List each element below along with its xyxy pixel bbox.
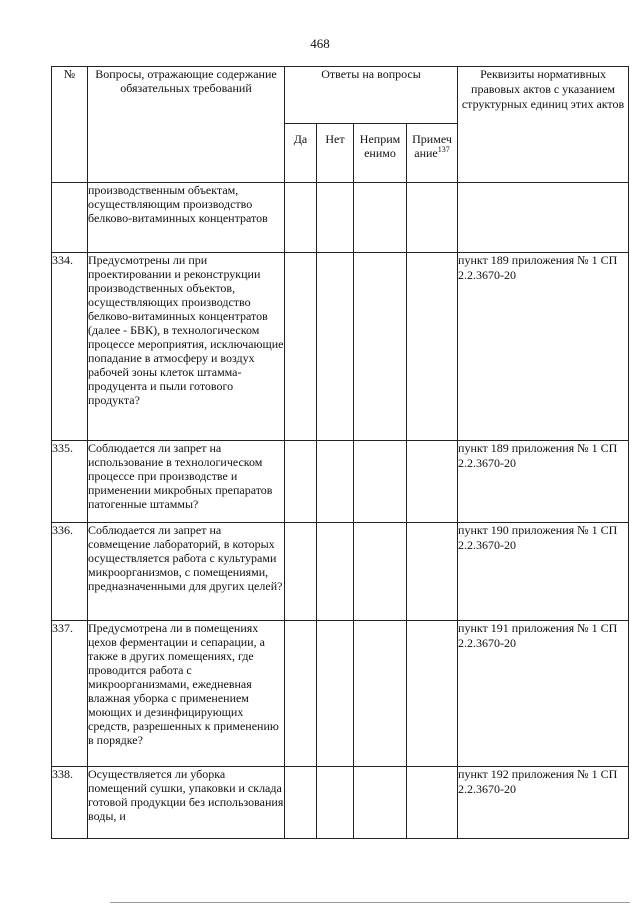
cell-question: Предусмотрены ли при проектировании и реконструкции производственных объектов, осуществляющих производство белково-витаминных концентратов (далее - БВК), в технологическом процессе мероприятия, исключающие попадание в атмосферу и воздух рабочей зоны клеток штамма-продуцента и пыли готового продукта? (88, 253, 285, 441)
table-row (52, 253, 629, 441)
cell-requisite: пункт 191 приложения № 1 СП 2.2.3670-20 (458, 621, 629, 767)
cell-not-applicable (354, 441, 407, 523)
header-row (52, 67, 629, 124)
header-note-footnote: 137 (437, 145, 450, 154)
cell-not-applicable (354, 523, 407, 621)
cell-yes (285, 253, 317, 441)
header-number: № (52, 67, 88, 183)
cell-question: Соблюдается ли запрет на использование в технологическом процессе при производстве и применении микробных препаратов патогенные штаммы? (88, 441, 285, 523)
cell-no (317, 441, 354, 523)
cell-number: 337. (52, 621, 88, 767)
table-row (52, 441, 629, 523)
page-bottom-divider (110, 902, 630, 903)
cell-requisite: пункт 192 приложения № 1 СП 2.2.3670-20 (458, 767, 629, 839)
cell-question: Осуществляется ли уборка помещений сушки, упаковки и склада готовой продукции без использования воды, и (88, 767, 285, 839)
cell-requisite: пункт 189 приложения № 1 СП 2.2.3670-20 (458, 253, 629, 441)
cell-note (407, 441, 458, 523)
cell-not-applicable (354, 621, 407, 767)
requirements-table (51, 66, 629, 839)
cell-no (317, 183, 354, 253)
cell-no (317, 767, 354, 839)
cell-number: 336. (52, 523, 88, 621)
header-not-applicable: Неприм енимо (354, 124, 407, 183)
table-row (52, 523, 629, 621)
cell-yes (285, 621, 317, 767)
cell-number: 338. (52, 767, 88, 839)
header-yes: Да (285, 124, 317, 183)
header-note (407, 124, 458, 183)
cell-not-applicable (354, 253, 407, 441)
header-answers: Ответы на вопросы (285, 67, 458, 124)
cell-no (317, 621, 354, 767)
cell-not-applicable (354, 183, 407, 253)
cell-number (52, 183, 88, 253)
cell-no (317, 523, 354, 621)
cell-question: производственным объектам, осуществляющим производство белково-витаминных концентратов (88, 183, 285, 253)
cell-question: Соблюдается ли запрет на совмещение лабораторий, в которых осуществляется работа с культурами микроорганизмов, с помещениями, предназначенными для других целей? (88, 523, 285, 621)
cell-requisite: пункт 189 приложения № 1 СП 2.2.3670-20 (458, 441, 629, 523)
table-row (52, 767, 629, 839)
cell-note (407, 183, 458, 253)
cell-number: 334. (52, 253, 88, 441)
cell-requisite: пункт 190 приложения № 1 СП 2.2.3670-20 (458, 523, 629, 621)
page-number: 468 (310, 36, 330, 51)
header-note-label: Примеч ание (412, 132, 452, 160)
cell-yes (285, 183, 317, 253)
cell-requisite (458, 183, 629, 253)
cell-not-applicable (354, 767, 407, 839)
cell-note (407, 253, 458, 441)
cell-yes (285, 441, 317, 523)
cell-note (407, 621, 458, 767)
cell-number: 335. (52, 441, 88, 523)
table-row-intro (52, 183, 629, 253)
cell-note (407, 767, 458, 839)
cell-question: Предусмотрена ли в помещениях цехов ферментации и сепарации, а также в других помещениях, где проводится работа с микроорганизмами, ежедневная влажная уборка с применением моющих и дезинфицирующих средств, разрешенных к применению в порядке? (88, 621, 285, 767)
header-questions: Вопросы, отражающие содержание обязательных требований (88, 67, 285, 183)
table-row (52, 621, 629, 767)
cell-note (407, 523, 458, 621)
cell-yes (285, 767, 317, 839)
header-requisites: Реквизиты нормативных правовых актов с указанием структурных единиц этих актов (458, 67, 629, 183)
header-no: Нет (317, 124, 354, 183)
cell-no (317, 253, 354, 441)
cell-yes (285, 523, 317, 621)
